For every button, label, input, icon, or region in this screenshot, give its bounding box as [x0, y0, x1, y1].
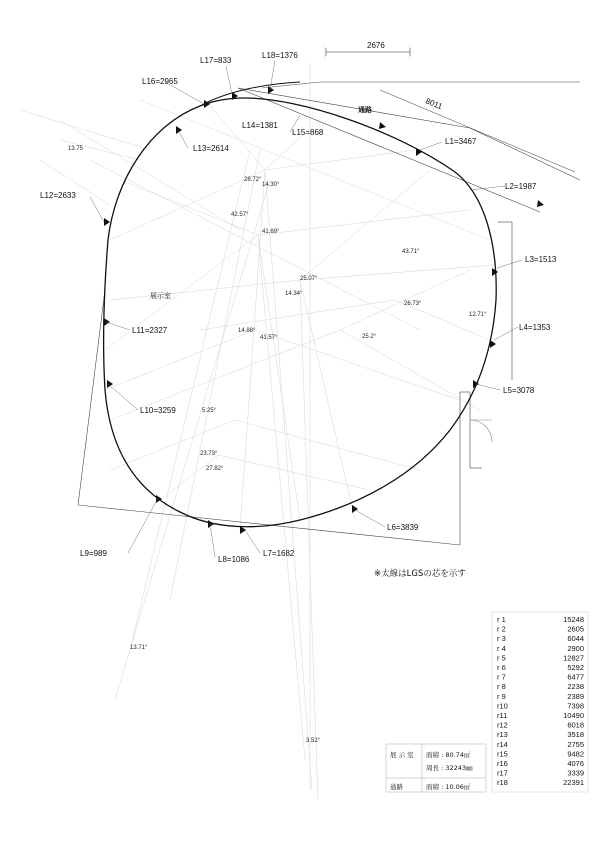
radius-table-key: r 9: [497, 691, 506, 701]
segment-label-l9: L9=989: [80, 549, 107, 558]
room-outline: [104, 98, 497, 527]
summary-room-perimeter: 周長 : 32243㎜: [426, 764, 473, 772]
angle-label: 5.25°: [202, 408, 217, 414]
top-width-dimension: 2676: [367, 41, 385, 50]
segment-label-l10: L10=3259: [140, 406, 176, 415]
angle-label: 41.57°: [260, 335, 278, 341]
radius-table-key: r15: [497, 749, 508, 759]
room-name-exhibition: 展示室: [150, 292, 171, 300]
angle-label: 43.71°: [402, 249, 420, 255]
radius-table-value: 22391: [563, 778, 584, 788]
radius-table-rows: [497, 615, 584, 787]
radius-table-value: 2605: [567, 624, 584, 634]
radius-table-value: 6477: [567, 672, 584, 682]
radius-table-value: 2900: [567, 643, 584, 653]
radius-table-key: r 4: [497, 643, 506, 653]
segment-label-l2: L2=1987: [505, 182, 537, 191]
corridor-length-dimension: 8011: [424, 96, 444, 112]
radius-table-key: r 7: [497, 672, 506, 682]
angle-label: 41.69°: [262, 229, 280, 235]
segment-label-l11: L11=2327: [132, 326, 168, 335]
angle-label: 42.57°: [231, 212, 249, 218]
radius-table-key: r10: [497, 701, 508, 711]
angle-label: 28.72°: [244, 177, 262, 183]
radius-table-value: 3518: [567, 730, 584, 740]
segment-label-l12: L12=2633: [40, 191, 76, 200]
segment-label-l1: L1=3467: [445, 137, 477, 146]
radius-table-value: 15248: [563, 615, 584, 624]
angle-label: 12.71°: [469, 312, 487, 318]
summary-room-name: 展 示 室: [390, 751, 414, 759]
segment-label-l16: L16=2965: [142, 77, 178, 86]
lgs-note: ※太線はLGSの芯を示す: [374, 569, 466, 579]
angle-label: 14.34°: [285, 291, 303, 297]
corridor-dimension-line: [380, 90, 575, 172]
segment-label-l8: L8=1086: [218, 555, 250, 564]
radius-table-value: 2238: [567, 682, 584, 692]
radius-table-value: 6044: [567, 634, 584, 644]
angle-label: 14.88°: [238, 328, 256, 334]
radius-table-key: r 5: [497, 653, 506, 663]
left-small-dimension: 13.75: [68, 146, 84, 152]
angle-label: 25.2°: [362, 334, 377, 340]
summary-corridor-area: 面積 : 10.06㎡: [426, 783, 471, 791]
angle-label: 27.82°: [206, 466, 224, 472]
radius-table-value: 7398: [567, 701, 584, 711]
radius-table-value: 12827: [563, 653, 584, 663]
angle-label: 3.52°: [306, 738, 321, 744]
radius-table-value: 6018: [567, 720, 584, 730]
segment-label-l4: L4=1353: [519, 323, 551, 332]
radius-table-value: 9482: [567, 749, 584, 759]
segment-label-l17: L17=833: [200, 56, 232, 65]
radius-table-key: r 2: [497, 624, 506, 634]
radius-table-key: r 3: [497, 634, 506, 644]
radius-table-key: r11: [497, 711, 508, 720]
segment-label-l15: L15=868: [292, 128, 324, 137]
radius-table-value: 3339: [567, 768, 584, 778]
radius-table-key: r13: [497, 730, 508, 740]
radius-table-key: r14: [497, 739, 508, 749]
segment-label-l18: L18=1376: [262, 51, 298, 60]
radius-table-value: 2755: [567, 739, 584, 749]
summary-corridor-name: 通路: [390, 783, 403, 791]
angle-label: 25.07°: [300, 276, 318, 282]
radius-table-key: r18: [497, 778, 508, 788]
segment-label-l6: L6=3839: [387, 523, 419, 532]
radius-table-key: r12: [497, 720, 508, 730]
radius-table-value: 5292: [567, 663, 584, 672]
radius-table-key: r 6: [497, 663, 506, 672]
radius-table-key: r17: [497, 768, 508, 778]
segment-label-l14: L14=1381: [242, 121, 278, 130]
summary-room-area: 面積 : 80.74㎡: [426, 751, 471, 759]
segment-label-l5: L5=3078: [503, 386, 535, 395]
segment-label-l7: L7=1682: [263, 549, 295, 558]
angle-label: 13.71°: [130, 645, 148, 651]
radius-table-value: 4076: [567, 759, 584, 768]
radius-table-key: r 1: [497, 615, 506, 624]
angle-label: 14.30°: [262, 182, 280, 188]
segment-markers: [104, 86, 544, 534]
segment-label-l3: L3=1513: [525, 255, 557, 264]
radius-table-key: r16: [497, 759, 508, 768]
radius-guide-lines: [20, 45, 495, 800]
radius-table-key: r 8: [497, 682, 506, 692]
room-name-corridor: 通路: [358, 106, 372, 114]
radius-table-value: 2389: [567, 691, 584, 701]
angle-label: 23.73°: [200, 451, 218, 457]
radius-table-value: 10490: [563, 711, 584, 720]
angle-label: 26.73°: [404, 301, 422, 307]
segment-label-l13: L13=2614: [193, 144, 229, 153]
